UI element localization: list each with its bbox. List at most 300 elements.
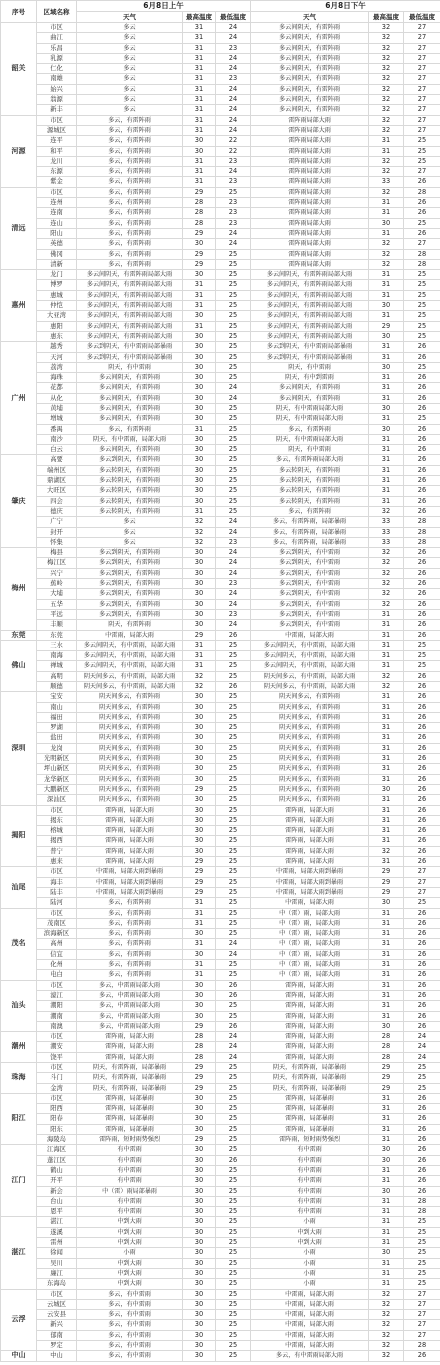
table-row <box>1 1021 440 1031</box>
area-name: 濠江 <box>37 990 77 1000</box>
table-row <box>1 84 440 94</box>
am-weather: 中到大雨 <box>77 1238 183 1248</box>
pm-high: 32 <box>369 53 404 63</box>
pm-high: 29 <box>369 1083 404 1093</box>
pm-low: 26 <box>404 506 440 516</box>
am-low: 25 <box>216 1011 251 1021</box>
am-high: 31 <box>183 64 216 74</box>
am-low: 25 <box>216 887 251 897</box>
pm-high: 32 <box>369 105 404 115</box>
table-row <box>1 1279 440 1289</box>
pm-weather: 阴天，有中雷雨局部大雨 <box>251 403 369 413</box>
pm-high: 31 <box>369 764 404 774</box>
city-group-name: 阳江 <box>1 1093 37 1144</box>
am-weather: 小雨 <box>77 1248 183 1258</box>
am-weather: 多云间阴天，有雷阵雨局部大雨 <box>77 280 183 290</box>
am-weather: 多云，有中雷雨 <box>77 1320 183 1330</box>
pm-low-header: 最低温度 <box>404 12 440 23</box>
am-weather: 多云 <box>77 517 183 527</box>
am-low: 25 <box>216 1124 251 1134</box>
pm-high: 31 <box>369 342 404 352</box>
am-weather: 有中雷雨 <box>77 1155 183 1165</box>
pm-weather: 中（雷）雨，局部大雨 <box>251 908 369 918</box>
am-weather: 雷阵雨，局部大雨 <box>77 1032 183 1042</box>
pm-low: 24 <box>404 1042 440 1052</box>
pm-high: 30 <box>369 218 404 228</box>
pm-weather: 多云到阴天，有中雷雨 <box>251 620 369 630</box>
area-name: 福田 <box>37 712 77 722</box>
am-weather-header: 天气 <box>77 12 183 23</box>
am-weather: 多云，有雷阵雨 <box>77 208 183 218</box>
city-group-name: 云浮 <box>1 1289 37 1351</box>
pm-high: 32 <box>369 95 404 105</box>
pm-weather: 雷阵雨，局部大雨 <box>251 1052 369 1062</box>
pm-low: 28 <box>404 259 440 269</box>
am-high: 30 <box>183 754 216 764</box>
pm-low: 25 <box>404 1227 440 1237</box>
am-low: 25 <box>216 373 251 383</box>
pm-low: 26 <box>404 815 440 825</box>
pm-high: 31 <box>369 280 404 290</box>
am-high: 30 <box>183 609 216 619</box>
am-low: 25 <box>216 1135 251 1145</box>
am-weather: 多云间阴天，有雷阵雨局部大雨 <box>77 311 183 321</box>
am-weather: 多云到阴天，有中雷雨局部暴雨 <box>77 342 183 352</box>
table-row <box>1 228 440 238</box>
pm-high: 32 <box>369 1320 404 1330</box>
am-high: 30 <box>183 465 216 475</box>
pm-high: 31 <box>369 805 404 815</box>
pm-weather: 雷阵雨局部大雨 <box>251 115 369 125</box>
am-high: 32 <box>183 527 216 537</box>
table-row <box>1 898 440 908</box>
am-weather: 雷阵雨，局部暴雨 <box>77 1114 183 1124</box>
am-weather: 多云 <box>77 53 183 63</box>
table-row <box>1 218 440 228</box>
area-name: 梅江区 <box>37 558 77 568</box>
am-low: 25 <box>216 733 251 743</box>
area-name: 市区 <box>37 1062 77 1072</box>
am-weather: 多云，中雷雨局部大雨 <box>77 1011 183 1021</box>
am-high: 29 <box>183 249 216 259</box>
area-name: 深汕区 <box>37 795 77 805</box>
am-weather: 多云间阴天，有雷阵雨 <box>77 383 183 393</box>
am-low: 25 <box>216 1073 251 1083</box>
am-low: 24 <box>216 949 251 959</box>
pm-high: 31 <box>369 1196 404 1206</box>
pm-low: 25 <box>404 1279 440 1289</box>
am-weather: 多云，有雷阵雨 <box>77 939 183 949</box>
area-name: 德庆 <box>37 506 77 516</box>
area-name: 龙华新区 <box>37 774 77 784</box>
city-group-name: 茂名 <box>1 908 37 980</box>
pm-weather: 多云，有雷阵雨，局部暴雨 <box>251 517 369 527</box>
am-high: 30 <box>183 599 216 609</box>
am-high: 31 <box>183 918 216 928</box>
am-low: 25 <box>216 857 251 867</box>
am-low: 25 <box>216 414 251 424</box>
pm-weather: 阴天间多云，有雷阵雨 <box>251 702 369 712</box>
pm-low: 26 <box>404 733 440 743</box>
am-high: 30 <box>183 445 216 455</box>
pm-low: 25 <box>404 301 440 311</box>
table-row <box>1 1227 440 1237</box>
am-low: 23 <box>216 208 251 218</box>
area-name: 南山 <box>37 702 77 712</box>
am-weather: 中雷雨，局部大雨到暴雨 <box>77 887 183 897</box>
pm-high: 30 <box>369 331 404 341</box>
am-weather: 多云 <box>77 23 183 33</box>
table-row <box>1 136 440 146</box>
am-low: 25 <box>216 1227 251 1237</box>
am-high: 30 <box>183 1268 216 1278</box>
am-high-header: 最高温度 <box>183 12 216 23</box>
am-low: 25 <box>216 815 251 825</box>
am-high: 31 <box>183 115 216 125</box>
city-group-name: 江门 <box>1 1145 37 1217</box>
pm-low: 25 <box>404 362 440 372</box>
pm-high: 30 <box>369 1145 404 1155</box>
area-name: 市区 <box>37 805 77 815</box>
pm-low: 25 <box>404 1238 440 1248</box>
am-weather: 多云，有雷阵雨 <box>77 249 183 259</box>
am-weather: 多云 <box>77 84 183 94</box>
pm-low: 26 <box>404 1124 440 1134</box>
city-group-name: 惠州 <box>1 270 37 342</box>
am-weather: 多云，有中雷雨 <box>77 1341 183 1351</box>
table-row <box>1 301 440 311</box>
am-weather: 多云，有雷阵雨 <box>77 177 183 187</box>
am-low: 25 <box>216 877 251 887</box>
am-high: 29 <box>183 877 216 887</box>
am-low: 24 <box>216 115 251 125</box>
pm-high: 31 <box>369 640 404 650</box>
area-name: 惠东 <box>37 331 77 341</box>
pm-weather: 多云间阴天，有雷阵雨局部大雨 <box>251 280 369 290</box>
area-name: 平远 <box>37 609 77 619</box>
pm-high: 31 <box>369 609 404 619</box>
pm-weather: 多云间阴天，有雷阵雨 <box>251 84 369 94</box>
table-row <box>1 990 440 1000</box>
pm-high: 32 <box>369 589 404 599</box>
pm-low: 28 <box>404 1207 440 1217</box>
area-name: 新兴 <box>37 1320 77 1330</box>
pm-low: 25 <box>404 280 440 290</box>
pm-low: 26 <box>404 579 440 589</box>
pm-high: 31 <box>369 1258 404 1268</box>
area-name: 和平 <box>37 146 77 156</box>
pm-low: 27 <box>404 105 440 115</box>
am-high: 30 <box>183 990 216 1000</box>
table-row <box>1 383 440 393</box>
pm-high: 31 <box>369 1279 404 1289</box>
pm-high: 30 <box>369 1021 404 1031</box>
pm-weather: 多云，有中雷雨局部大雨 <box>251 1351 369 1361</box>
pm-high: 31 <box>369 434 404 444</box>
am-weather: 多云间阴天，有雷阵雨局部大雨 <box>77 290 183 300</box>
pm-high-header: 最高温度 <box>369 12 404 23</box>
pm-high: 32 <box>369 1299 404 1309</box>
area-name: 金湾 <box>37 1083 77 1093</box>
am-date-header: 6月8日上午 <box>77 1 251 12</box>
area-name: 潮阳 <box>37 1001 77 1011</box>
am-low: 25 <box>216 754 251 764</box>
am-weather: 阴天，有雷阵雨 <box>77 620 183 630</box>
am-low: 25 <box>216 651 251 661</box>
area-name: 罗定 <box>37 1341 77 1351</box>
am-weather: 多云，有中雷雨 <box>77 1310 183 1320</box>
table-row <box>1 64 440 74</box>
am-high: 29 <box>183 1135 216 1145</box>
table-row <box>1 1093 440 1103</box>
pm-weather: 雷阵雨，局部大雨 <box>251 846 369 856</box>
pm-high: 31 <box>369 1124 404 1134</box>
am-low: 25 <box>216 1114 251 1124</box>
area-name: 市区 <box>37 1032 77 1042</box>
pm-high: 30 <box>369 301 404 311</box>
pm-high: 31 <box>369 980 404 990</box>
area-name: 市区 <box>37 980 77 990</box>
area-name: 越秀 <box>37 342 77 352</box>
area-name: 五华 <box>37 599 77 609</box>
am-weather: 有中雷雨 <box>77 1145 183 1155</box>
pm-low: 25 <box>404 311 440 321</box>
am-weather: 雷阵雨，局部大雨 <box>77 1052 183 1062</box>
pm-weather: 小雨 <box>251 1258 369 1268</box>
am-weather: 多云转阴天，有雷阵雨 <box>77 476 183 486</box>
pm-high: 30 <box>369 1248 404 1258</box>
am-low: 24 <box>216 95 251 105</box>
pm-weather: 雷阵雨，局部暴雨 <box>251 1124 369 1134</box>
am-high: 32 <box>183 682 216 692</box>
am-weather: 多云转阴天，有雷阵雨 <box>77 506 183 516</box>
am-low: 25 <box>216 1238 251 1248</box>
am-weather: 有中雷雨 <box>77 1165 183 1175</box>
pm-high: 31 <box>369 1135 404 1145</box>
am-high: 30 <box>183 1001 216 1011</box>
am-weather: 中到大雨 <box>77 1227 183 1237</box>
pm-low: 26 <box>404 980 440 990</box>
am-high: 31 <box>183 970 216 980</box>
pm-high: 31 <box>369 146 404 156</box>
am-low: 25 <box>216 1217 251 1227</box>
table-row <box>1 1320 440 1330</box>
pm-high: 31 <box>369 970 404 980</box>
am-high: 31 <box>183 105 216 115</box>
table-row <box>1 352 440 362</box>
pm-high: 31 <box>369 414 404 424</box>
pm-weather: 多云，有雷阵雨，局部暴雨 <box>251 537 369 547</box>
pm-low: 26 <box>404 929 440 939</box>
am-low: 23 <box>216 609 251 619</box>
am-low: 25 <box>216 1083 251 1093</box>
area-name: 大鹏新区 <box>37 784 77 794</box>
table-row <box>1 661 440 671</box>
table-row <box>1 929 440 939</box>
am-low: 25 <box>216 496 251 506</box>
am-weather: 多云，有中雷雨 <box>77 1299 183 1309</box>
am-low: 25 <box>216 1248 251 1258</box>
area-name: 紫金 <box>37 177 77 187</box>
am-high: 31 <box>183 321 216 331</box>
pm-weather: 多云间阴天，有雷阵雨 <box>251 95 369 105</box>
am-high: 30 <box>183 434 216 444</box>
pm-weather: 多云间阴天，有雷阵雨 <box>251 33 369 43</box>
pm-high: 31 <box>369 1011 404 1021</box>
pm-weather: 多云，有雷阵雨 <box>251 506 369 516</box>
table-row <box>1 589 440 599</box>
am-low: 24 <box>216 558 251 568</box>
pm-high: 28 <box>369 1032 404 1042</box>
am-low: 25 <box>216 465 251 475</box>
area-name: 连平 <box>37 136 77 146</box>
area-name: 仁化 <box>37 64 77 74</box>
pm-low: 25 <box>404 218 440 228</box>
am-high: 30 <box>183 1330 216 1340</box>
pm-weather: 雷阵雨局部大雨 <box>251 208 369 218</box>
am-high: 30 <box>183 1289 216 1299</box>
am-high: 28 <box>183 208 216 218</box>
am-low: 24 <box>216 239 251 249</box>
am-low: 23 <box>216 198 251 208</box>
table-row <box>1 537 440 547</box>
pm-low: 24 <box>404 1052 440 1062</box>
pm-low: 25 <box>404 1073 440 1083</box>
area-name: 翁源 <box>37 95 77 105</box>
area-name: 郁南 <box>37 1330 77 1340</box>
pm-low: 26 <box>404 805 440 815</box>
am-low: 25 <box>216 506 251 516</box>
pm-weather: 阴天，有雷阵雨，局部暴雨 <box>251 1073 369 1083</box>
pm-high: 31 <box>369 1093 404 1103</box>
pm-low: 25 <box>404 414 440 424</box>
pm-low: 26 <box>404 609 440 619</box>
am-low: 25 <box>216 908 251 918</box>
am-high: 31 <box>183 167 216 177</box>
city-group-name: 珠海 <box>1 1062 37 1093</box>
area-name: 市区 <box>37 908 77 918</box>
am-high: 30 <box>183 1186 216 1196</box>
pm-low: 26 <box>404 455 440 465</box>
pm-weather: 中（雷）雨，局部大雨 <box>251 970 369 980</box>
table-row <box>1 95 440 105</box>
pm-high: 31 <box>369 774 404 784</box>
am-weather: 阴天，有中雷雨，局部大雨 <box>77 434 183 444</box>
pm-weather: 中雷雨，局部大雨 <box>251 1320 369 1330</box>
area-name: 连山 <box>37 218 77 228</box>
table-row <box>1 434 440 444</box>
pm-low: 26 <box>404 836 440 846</box>
pm-weather: 有中雷雨 <box>251 1176 369 1186</box>
pm-high: 31 <box>369 228 404 238</box>
am-high: 30 <box>183 764 216 774</box>
am-high: 30 <box>183 815 216 825</box>
area-name: 揭西 <box>37 836 77 846</box>
am-high: 30 <box>183 702 216 712</box>
am-low: 25 <box>216 640 251 650</box>
pm-weather: 小雨 <box>251 1279 369 1289</box>
table-row <box>1 33 440 43</box>
am-weather: 阴天间多云，有雷阵雨 <box>77 784 183 794</box>
pm-low: 26 <box>404 774 440 784</box>
table-row <box>1 115 440 125</box>
am-high: 30 <box>183 486 216 496</box>
table-row <box>1 1248 440 1258</box>
pm-weather: 雷阵雨局部大雨 <box>251 167 369 177</box>
pm-high: 32 <box>369 187 404 197</box>
area-name: 市区 <box>37 23 77 33</box>
pm-low: 25 <box>404 146 440 156</box>
am-low: 24 <box>216 568 251 578</box>
am-weather: 阴天间多云，有中雷雨，局部大雨 <box>77 682 183 692</box>
pm-low: 26 <box>404 1011 440 1021</box>
table-row <box>1 280 440 290</box>
pm-low: 26 <box>404 970 440 980</box>
pm-weather: 阴天间多云，有雷阵雨 <box>251 712 369 722</box>
am-weather: 多云，有雷阵雨 <box>77 115 183 125</box>
pm-weather: 中雷雨，局部大雨 <box>251 630 369 640</box>
table-row <box>1 445 440 455</box>
am-weather: 有中雷雨 <box>77 1207 183 1217</box>
table-row <box>1 970 440 980</box>
area-name: 潮南 <box>37 1011 77 1021</box>
am-high: 30 <box>183 239 216 249</box>
am-high: 31 <box>183 33 216 43</box>
pm-weather: 多云到阴天，有中雷雨局部暴雨 <box>251 352 369 362</box>
am-low: 25 <box>216 723 251 733</box>
pm-low: 27 <box>404 84 440 94</box>
table-row <box>1 743 440 753</box>
pm-weather: 多云，有雷阵雨局部大雨 <box>251 455 369 465</box>
am-high: 30 <box>183 373 216 383</box>
am-high: 30 <box>183 270 216 280</box>
table-row <box>1 692 440 702</box>
pm-low: 26 <box>404 568 440 578</box>
am-weather: 多云，中雷雨局部大雨 <box>77 1001 183 1011</box>
pm-low: 25 <box>404 136 440 146</box>
am-weather: 多云间阴天，有中雷雨，局部大雨 <box>77 651 183 661</box>
am-high: 30 <box>183 1341 216 1351</box>
pm-low: 28 <box>404 527 440 537</box>
am-low: 25 <box>216 1268 251 1278</box>
pm-low: 26 <box>404 198 440 208</box>
pm-low: 26 <box>404 784 440 794</box>
am-weather: 有中雷雨 <box>77 1176 183 1186</box>
table-row <box>1 1135 440 1145</box>
am-weather: 多云转阴天，有雷阵雨 <box>77 486 183 496</box>
am-weather: 多云，中雷雨局部大雨 <box>77 1021 183 1031</box>
pm-low: 26 <box>404 939 440 949</box>
am-weather: 多云，有中雷雨 <box>77 1351 183 1361</box>
am-weather: 雷阵雨，短时雨势强烈 <box>77 1135 183 1145</box>
pm-weather: 多云间阴天，有中雷雨，局部大雨 <box>251 640 369 650</box>
pm-weather: 多云间阴天，有雷阵雨局部大雨 <box>251 321 369 331</box>
am-weather: 有中雷雨 <box>77 1196 183 1206</box>
pm-low: 26 <box>404 352 440 362</box>
pm-weather: 小雨 <box>251 1268 369 1278</box>
table-row <box>1 156 440 166</box>
pm-low: 25 <box>404 661 440 671</box>
area-name: 中山 <box>37 1351 77 1361</box>
am-low: 24 <box>216 33 251 43</box>
am-high: 30 <box>183 929 216 939</box>
am-high: 30 <box>183 774 216 784</box>
pm-high: 32 <box>369 1310 404 1320</box>
am-weather: 雷阵雨，局部暴雨 <box>77 1124 183 1134</box>
city-group-name: 汕头 <box>1 980 37 1031</box>
am-high: 31 <box>183 156 216 166</box>
table-row <box>1 826 440 836</box>
